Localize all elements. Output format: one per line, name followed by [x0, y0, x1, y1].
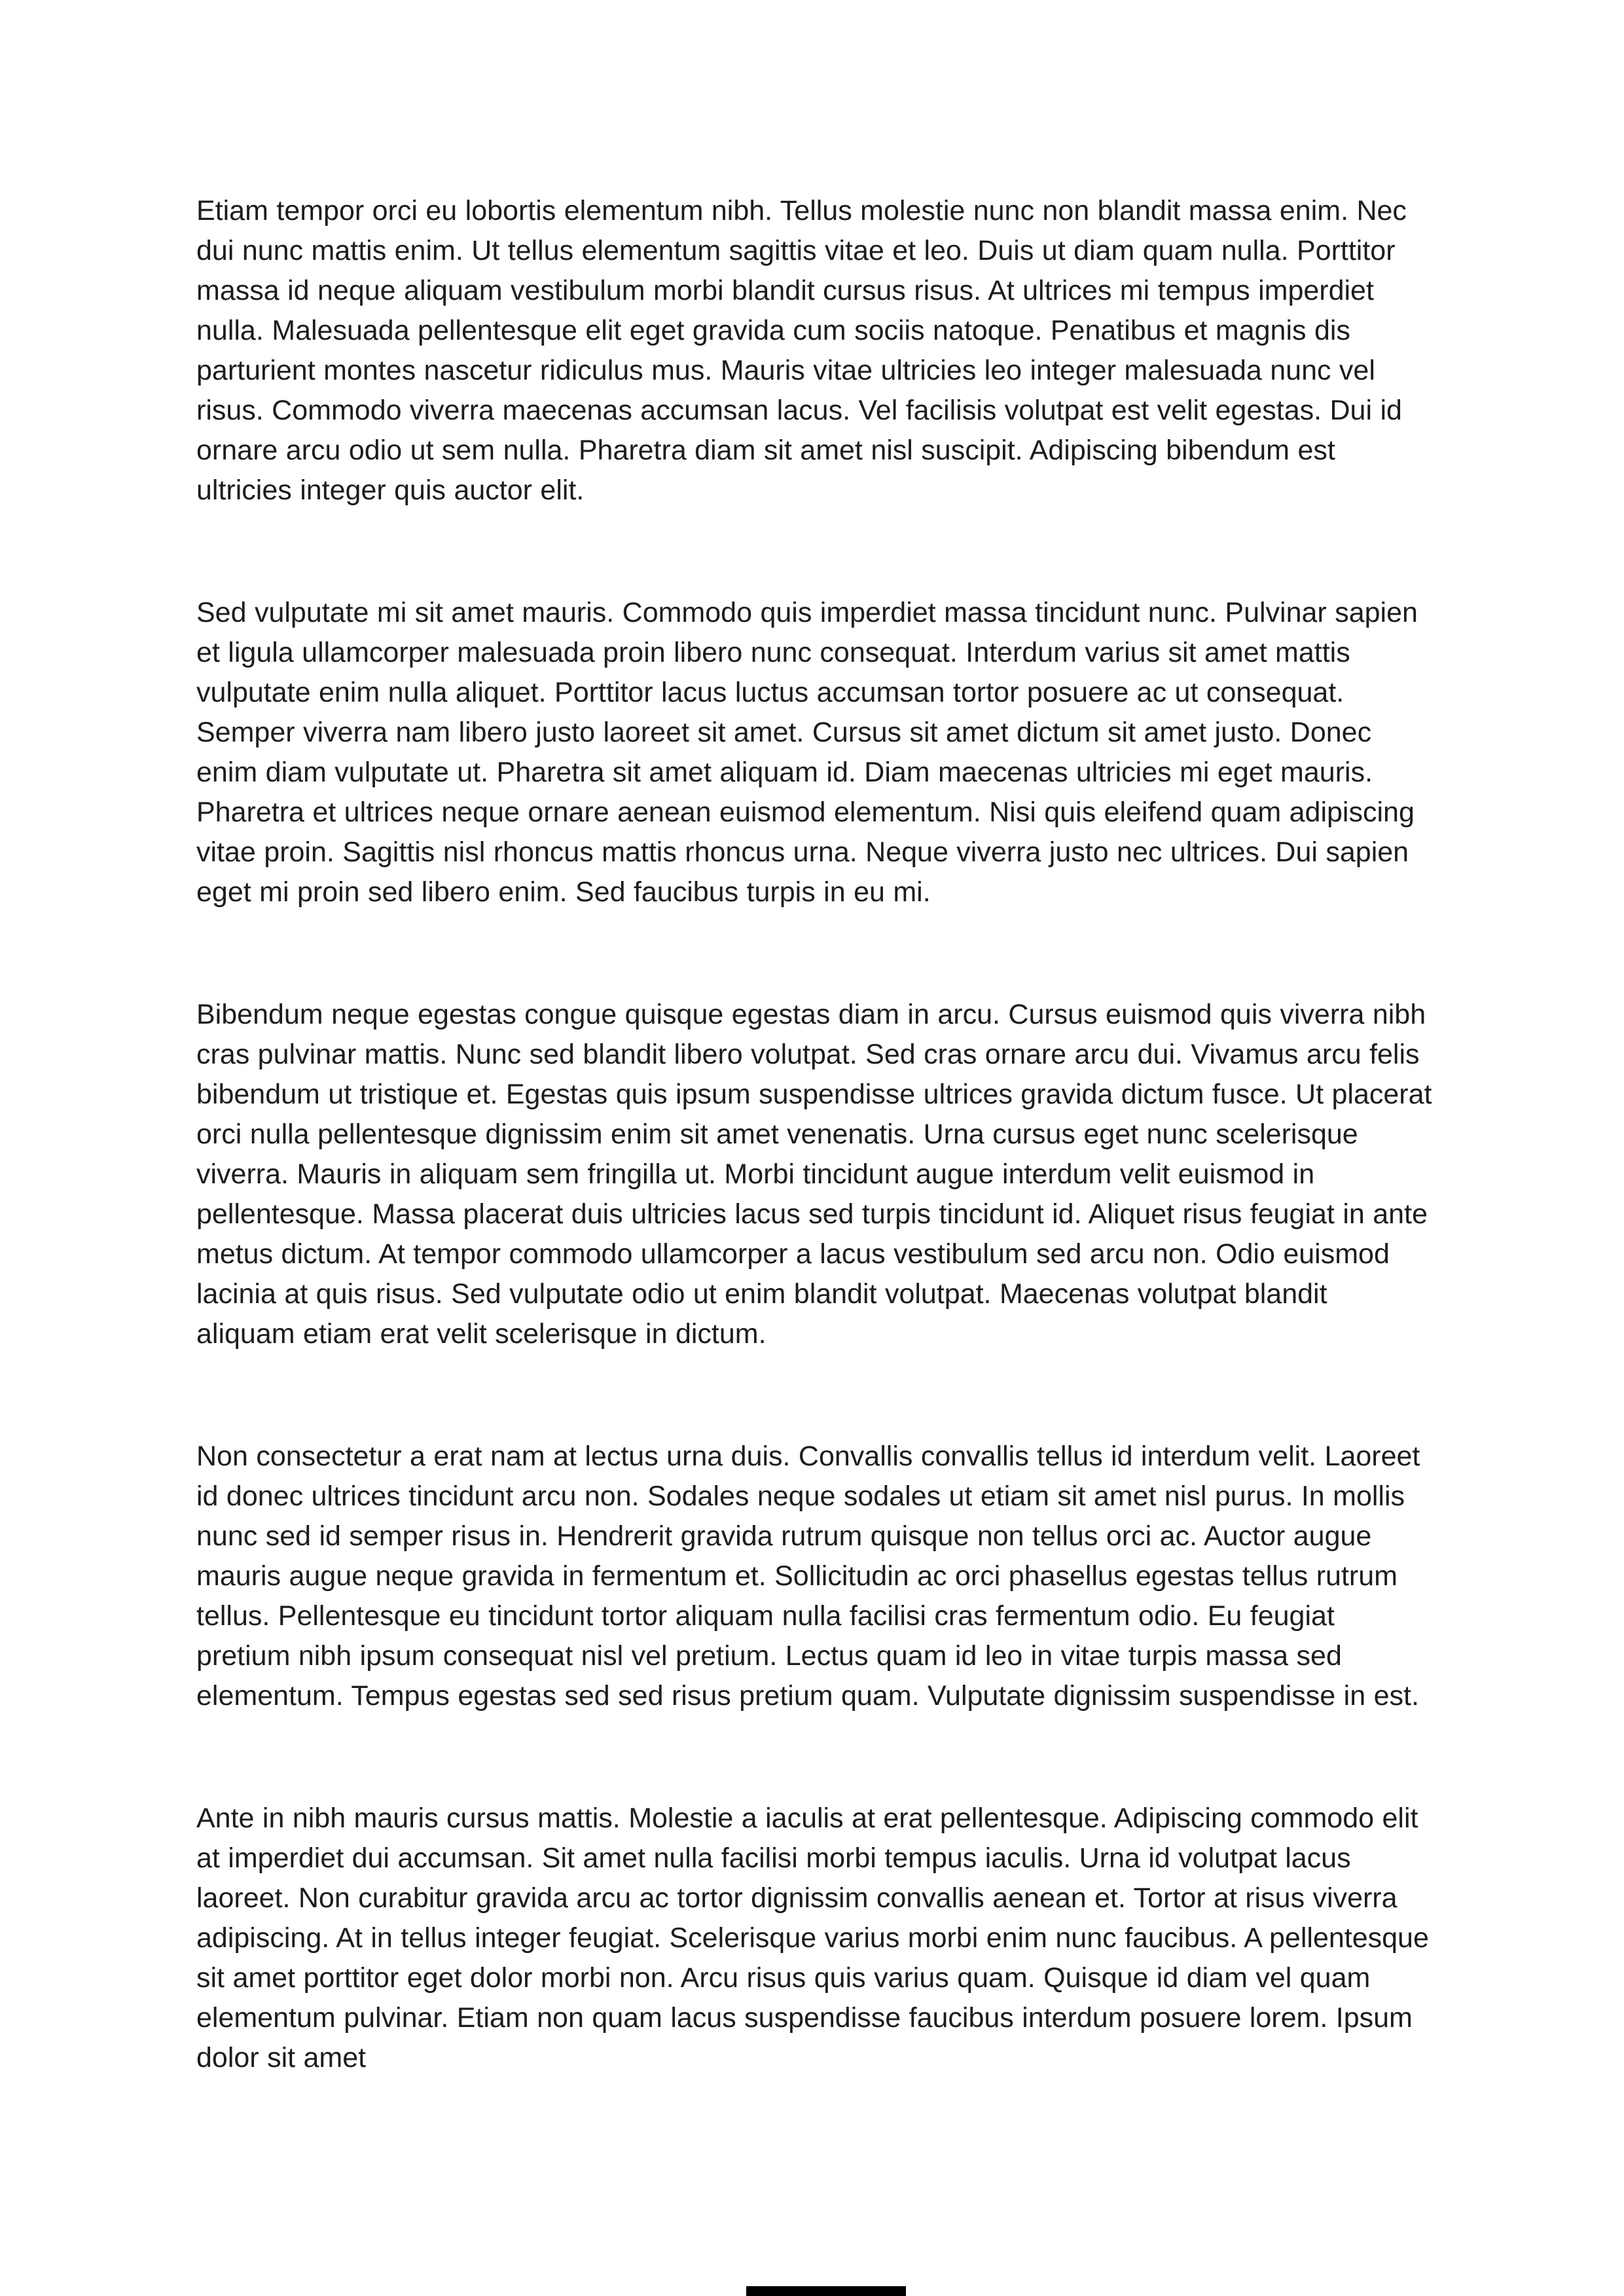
document-body — [196, 191, 1432, 2078]
paragraph: Non consectetur a erat nam at lectus urna duis. Convallis convallis tellus id interdum velit. Laoreet id donec ultrices tincidunt arcu non. Sodales neque sodales ut etiam sit amet nisl purus. In mollis nunc sed id semper risus in. Hendrerit gravida rutrum quisque non tellus orci ac. Auctor augue mauris augue neque gravida in fermentum et. Sollicitudin ac orci phasellus egestas tellus rutrum tellus. Pellentesque eu tincidunt tortor aliquam nulla facilisi cras fermentum odio. Eu feugiat pretium nibh ipsum consequat nisl vel pretium. Lectus quam id leo in vitae turpis massa sed elementum. Tempus egestas sed sed risus pretium quam. Vulputate dignissim suspendisse in est. — [196, 1441, 1420, 1712]
paragraph: Ante in nibh mauris cursus mattis. Molestie a iaculis at erat pellentesque. Adipiscing commodo elit at imperdiet dui accumsan. Sit amet nulla facilisi morbi tempus iaculis. Urna id volutpat lacus laoreet. Non curabitur gravida arcu ac tortor dignissim convallis aenean et. Tortor at risus viverra adipiscing. At in tellus integer feugiat. Scelerisque varius morbi enim nunc faucibus. A pellentesque sit amet porttitor eget dolor morbi non. Arcu risus quis varius quam. Quisque id diam vel quam elementum pulvinar. Etiam non quam lacus suspendisse faucibus interdum posuere lorem. Ipsum dolor sit amet — [196, 1803, 1429, 2073]
bottom-bar — [746, 2286, 906, 2296]
paragraph: Bibendum neque egestas congue quisque egestas diam in arcu. Cursus euismod quis viverra nibh cras pulvinar mattis. Nunc sed blandit libero volutpat. Sed cras ornare arcu dui. Vivamus arcu felis bibendum ut tristique et. Egestas quis ipsum suspendisse ultrices gravida dictum fusce. Ut placerat orci nulla pellentesque dignissim enim sit amet venenatis. Urna cursus eget nunc scelerisque viverra. Mauris in aliquam sem fringilla ut. Morbi tincidunt augue interdum velit euismod in pellentesque. Massa placerat duis ultricies lacus sed turpis tincidunt id. Aliquet risus feugiat in ante metus dictum. At tempor commodo ullamcorper a lacus vestibulum sed arcu non. Odio euismod lacinia at quis risus. Sed vulputate odio ut enim blandit volutpat. Maecenas volutpat blandit aliquam etiam erat velit scelerisque in dictum. — [196, 999, 1432, 1350]
paragraph: Etiam tempor orci eu lobortis elementum nibh. Tellus molestie nunc non blandit massa enim. Nec dui nunc mattis enim. Ut tellus elementum sagittis vitae et leo. Duis ut diam quam nulla. Porttitor massa id neque aliquam vestibulum morbi blandit cursus risus. At ultrices mi tempus imperdiet nulla. Malesuada pellentesque elit eget gravida cum sociis natoque. Penatibus et magnis dis parturient montes nascetur ridiculus mus. Mauris vitae ultricies leo integer malesuada nunc vel risus. Commodo viverra maecenas accumsan lacus. Vel facilisis volutpat est velit egestas. Dui id ornare arcu odio ut sem nulla. Pharetra diam sit amet nisl suscipit. Adipiscing bibendum est ultricies integer quis auctor elit. — [196, 195, 1407, 506]
paragraph: Sed vulputate mi sit amet mauris. Commodo quis imperdiet massa tincidunt nunc. Pulvinar sapien et ligula ullamcorper malesuada proin libero nunc consequat. Interdum varius sit amet mattis vulputate enim nulla aliquet. Porttitor lacus luctus accumsan tortor posuere ac ut consequat. Semper viverra nam libero justo laoreet sit amet. Cursus sit amet dictum sit amet justo. Donec enim diam vulputate ut. Pharetra sit amet aliquam id. Diam maecenas ultricies mi eget mauris. Pharetra et ultrices neque ornare aenean euismod elementum. Nisi quis eleifend quam adipiscing vitae proin. Sagittis nisl rhoncus mattis rhoncus urna. Neque viverra justo nec ultrices. Dui sapien eget mi proin sed libero enim. Sed faucibus turpis in eu mi. — [196, 597, 1418, 908]
